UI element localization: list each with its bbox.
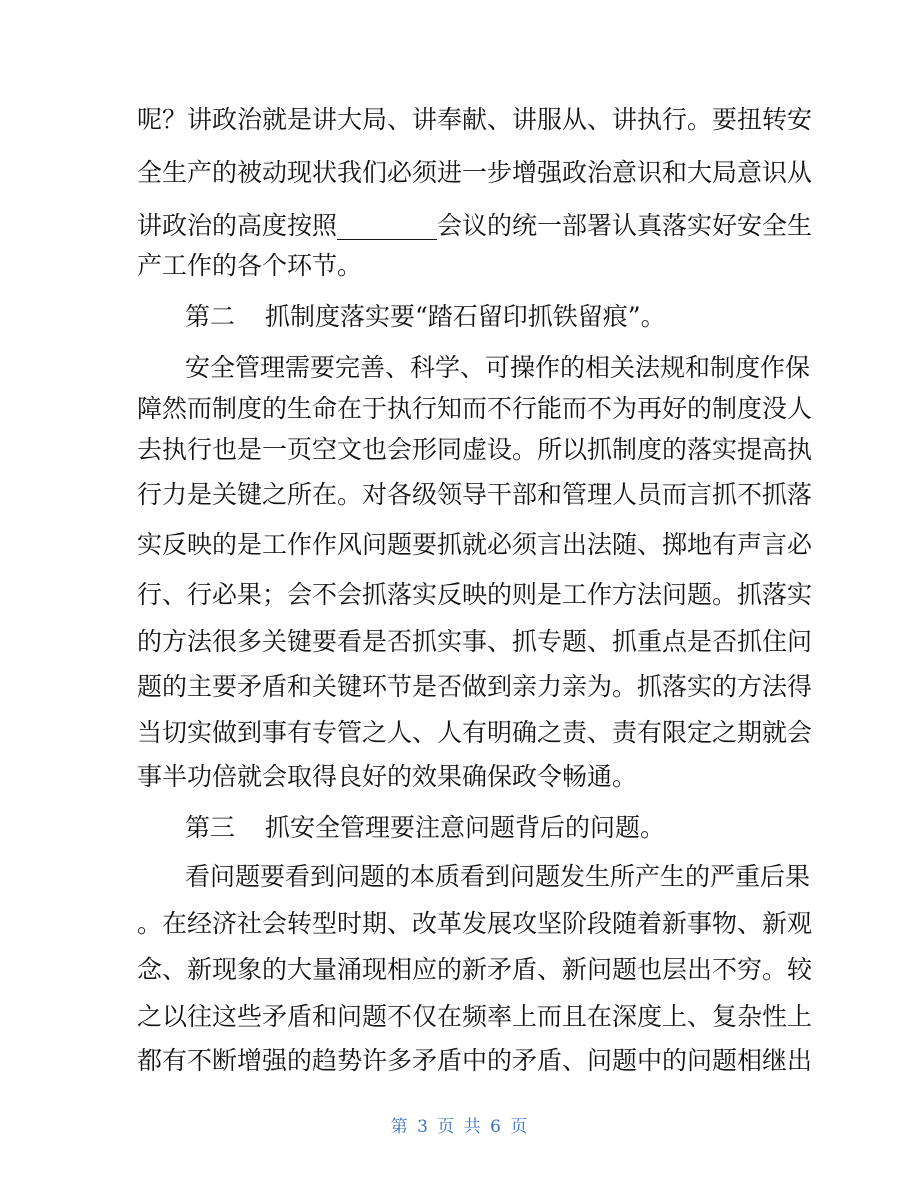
paragraph-line: 全生产的被动现状我们必须进一步增强政治意识和大局意识从: [137, 158, 813, 187]
page-number: 第 3 页 共 6 页: [390, 1117, 530, 1137]
paragraph-line: 去执行也是一页空文也会形同虚设。所以抓制度的落实提高执: [137, 435, 813, 464]
paragraph-line: 。在经济社会转型时期、改革发展攻坚阶段随着新事物、新观: [137, 909, 813, 938]
paragraph-line: 看问题要看到问题的本质看到问题发生所产生的严重后果: [185, 862, 811, 891]
section-title: 抓安全管理要注意问题背后的问题。: [265, 813, 666, 842]
paragraph-line: 题的主要矛盾和关键环节是否做到亲力亲为。抓落实的方法得: [137, 672, 813, 701]
paragraph-line: 行力是关键之所在。对各级领导干部和管理人员而言抓不抓落: [137, 480, 813, 509]
paragraph-line: 行、行必果；会不会抓落实反映的则是工作方法问题。抓落实: [137, 580, 813, 609]
section-heading-3: [185, 808, 665, 848]
paragraph-line: 障然而制度的生命在于执行知而不行能而不为再好的制度没人: [137, 394, 813, 423]
paragraph-line: 都有不断增强的趋势许多矛盾中的矛盾、问题中的问题相继出: [137, 1046, 813, 1075]
paragraph-line: 的方法很多关键要看是否抓实事、抓专题、抓重点是否抓住问: [137, 627, 813, 656]
paragraph-line: 念、新现象的大量涌现相应的新矛盾、新问题也层出不穷。较: [137, 955, 813, 984]
paragraph-line: 当切实做到事有专管之人、人有明确之责、责有限定之期就会: [137, 718, 813, 747]
paragraph-line: 实反映的是工作作风问题要抓就必须言出法随、掷地有声言必: [137, 530, 813, 559]
paragraph-line: 安全管理需要完善、科学、可操作的相关法规和制度作保: [185, 353, 811, 382]
paragraph-line: 讲政治的高度按照________会议的统一部署认真落实好安全生: [137, 211, 813, 240]
paragraph-line: 事半功倍就会取得良好的效果确保政令畅通。: [137, 762, 638, 791]
section-number: 第三: [185, 813, 236, 842]
section-number: 第二: [185, 302, 236, 331]
paragraph-line: 产工作的各个环节。: [137, 251, 363, 280]
paragraph-line: 之以往这些矛盾和问题不仅在频率上而且在深度上、复杂性上: [137, 1002, 813, 1031]
section-heading-2: [185, 297, 666, 337]
section-title: 抓制度落实要“踏石留印抓铁留痕”。: [265, 302, 666, 331]
paragraph-line: 呢？讲政治就是讲大局、讲奉献、讲服从、讲执行。要扭转安: [137, 105, 813, 134]
